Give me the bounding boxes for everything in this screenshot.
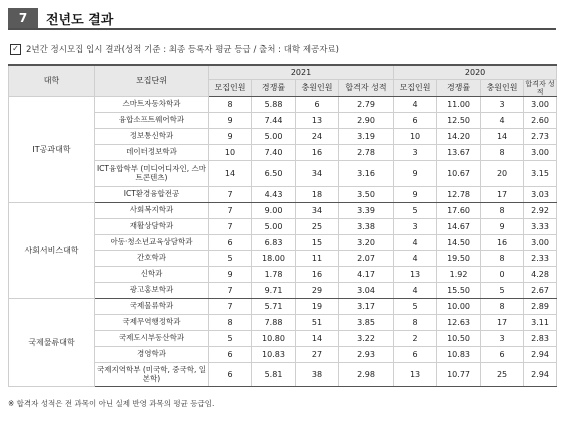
quota-2021-cell: 6: [209, 363, 252, 387]
quota-2021-cell: 9: [209, 129, 252, 145]
grade-2020-cell: 2.67: [524, 283, 557, 299]
quota-2020-cell: 4: [394, 235, 437, 251]
quota-2020-cell: 10: [394, 129, 437, 145]
grade-2021-cell: 2.93: [339, 347, 394, 363]
grade-2020-cell: 3.15: [524, 161, 557, 187]
extra-2021-cell: 34: [296, 203, 339, 219]
ratio-2021-cell: 5.00: [252, 129, 296, 145]
ratio-2020-cell: 13.67: [437, 145, 481, 161]
grade-2021-cell: 2.07: [339, 251, 394, 267]
quota-2021-cell: 6: [209, 235, 252, 251]
section-header: [8, 8, 556, 30]
ratio-2021-cell: 10.80: [252, 331, 296, 347]
grade-2021-cell: 3.85: [339, 315, 394, 331]
extra-2020-cell: 8: [481, 203, 524, 219]
extra-2020-cell: 17: [481, 315, 524, 331]
ratio-2021-cell: 1.78: [252, 267, 296, 283]
extra-2021-cell: 11: [296, 251, 339, 267]
ratio-2020-cell: 11.00: [437, 97, 481, 113]
college-name-cell: IT공과대학: [9, 97, 95, 203]
quota-2020-cell: 2: [394, 331, 437, 347]
quota-2021-cell: 9: [209, 267, 252, 283]
extra-2021-cell: 16: [296, 145, 339, 161]
grade-2021-cell: 3.16: [339, 161, 394, 187]
ratio-2021-cell: 6.50: [252, 161, 296, 187]
grade-2021-cell: 3.17: [339, 299, 394, 315]
extra-2021-cell: 51: [296, 315, 339, 331]
ratio-2020-cell: 17.60: [437, 203, 481, 219]
extra-2021-cell: 24: [296, 129, 339, 145]
extra-2020-cell: 9: [481, 219, 524, 235]
department-cell: 아동·청소년교육상담학과: [95, 235, 209, 251]
department-cell: 재활상담학과: [95, 219, 209, 235]
extra-2020-cell: 17: [481, 187, 524, 203]
extra-2020-cell: 25: [481, 363, 524, 387]
extra-2021-cell: 27: [296, 347, 339, 363]
quota-2020-cell: 4: [394, 251, 437, 267]
grade-2020-cell: 2.94: [524, 347, 557, 363]
extra-2021-cell: 13: [296, 113, 339, 129]
department-cell: 신학과: [95, 267, 209, 283]
grade-2021-cell: 2.79: [339, 97, 394, 113]
department-cell: 경영학과: [95, 347, 209, 363]
ratio-2021-cell: 9.00: [252, 203, 296, 219]
grade-2021-cell: 3.22: [339, 331, 394, 347]
grade-2020-cell: 2.33: [524, 251, 557, 267]
department-cell: 간호학과: [95, 251, 209, 267]
ratio-2020-cell: 10.67: [437, 161, 481, 187]
department-cell: 데이터정보학과: [95, 145, 209, 161]
department-cell: 광고홍보학과: [95, 283, 209, 299]
quota-2021-cell: 7: [209, 187, 252, 203]
ratio-2020-cell: 12.63: [437, 315, 481, 331]
table-row: [9, 97, 557, 113]
ratio-2021-cell: 9.71: [252, 283, 296, 299]
quota-2021-cell: 9: [209, 113, 252, 129]
college-name-cell: 사회서비스대학: [9, 203, 95, 299]
ratio-2021-cell: 5.71: [252, 299, 296, 315]
extra-2021-cell: 15: [296, 235, 339, 251]
grade-2021-cell: 3.38: [339, 219, 394, 235]
ratio-2020-cell: 19.50: [437, 251, 481, 267]
ratio-2020-cell: 12.50: [437, 113, 481, 129]
quota-2021-cell: 7: [209, 299, 252, 315]
quota-2020-cell: 13: [394, 363, 437, 387]
extra-2020-cell: 20: [481, 161, 524, 187]
extra-2020-cell: 8: [481, 145, 524, 161]
ratio-2020-cell: 10.50: [437, 331, 481, 347]
grade-2020-cell: 2.83: [524, 331, 557, 347]
quota-2021-cell: 5: [209, 331, 252, 347]
col-header-quota-2021: 모집인원: [209, 80, 252, 97]
col-header-unit: 모집단위: [95, 65, 209, 97]
extra-2021-cell: 34: [296, 161, 339, 187]
grade-2020-cell: 3.00: [524, 235, 557, 251]
extra-2020-cell: 5: [481, 283, 524, 299]
grade-2020-cell: 3.00: [524, 145, 557, 161]
extra-2021-cell: 29: [296, 283, 339, 299]
extra-2021-cell: 14: [296, 331, 339, 347]
extra-2020-cell: 3: [481, 331, 524, 347]
quota-2020-cell: 4: [394, 97, 437, 113]
ratio-2020-cell: 14.50: [437, 235, 481, 251]
department-cell: 사회복지학과: [95, 203, 209, 219]
grade-2020-cell: 3.33: [524, 219, 557, 235]
grade-2020-cell: 2.89: [524, 299, 557, 315]
section-number-badge: 7: [8, 8, 38, 28]
col-header-extra-2020: 충원인원: [481, 80, 524, 97]
quota-2020-cell: 5: [394, 299, 437, 315]
ratio-2020-cell: 12.78: [437, 187, 481, 203]
col-header-quota-2020: 모집인원: [394, 80, 437, 97]
ratio-2021-cell: 10.83: [252, 347, 296, 363]
checkbox-icon: ✓: [10, 44, 21, 55]
grade-2020-cell: 3.03: [524, 187, 557, 203]
ratio-2021-cell: 7.40: [252, 145, 296, 161]
quota-2020-cell: 9: [394, 187, 437, 203]
caption-text: 2년간 정시모집 입시 결과(성적 기준 : 최종 등록자 평균 등급 / 출처 : 대학 제공자료): [26, 45, 340, 55]
ratio-2020-cell: 10.83: [437, 347, 481, 363]
results-table: [8, 64, 557, 387]
quota-2021-cell: 7: [209, 219, 252, 235]
col-header-ratio-2020: 경쟁률: [437, 80, 481, 97]
quota-2021-cell: 5: [209, 251, 252, 267]
ratio-2021-cell: 5.00: [252, 219, 296, 235]
grade-2020-cell: 3.11: [524, 315, 557, 331]
quota-2020-cell: 6: [394, 347, 437, 363]
department-cell: 스마트자동차학과: [95, 97, 209, 113]
extra-2020-cell: 3: [481, 97, 524, 113]
grade-2020-cell: 3.00: [524, 97, 557, 113]
quota-2021-cell: 8: [209, 97, 252, 113]
quota-2021-cell: 10: [209, 145, 252, 161]
extra-2021-cell: 6: [296, 97, 339, 113]
col-header-univ: 대학: [9, 65, 95, 97]
extra-2021-cell: 18: [296, 187, 339, 203]
ratio-2021-cell: 7.88: [252, 315, 296, 331]
quota-2021-cell: 7: [209, 283, 252, 299]
department-cell: 국제지역학부 (미국학, 중국학, 일본학): [95, 363, 209, 387]
section-title: 전년도 결과: [46, 12, 114, 28]
ratio-2020-cell: 10.77: [437, 363, 481, 387]
department-cell: 국제도시부동산학과: [95, 331, 209, 347]
grade-2020-cell: 4.28: [524, 267, 557, 283]
table-header: [9, 65, 557, 97]
extra-2021-cell: 16: [296, 267, 339, 283]
quota-2020-cell: 6: [394, 113, 437, 129]
ratio-2020-cell: 1.92: [437, 267, 481, 283]
grade-2021-cell: 3.50: [339, 187, 394, 203]
quota-2020-cell: 5: [394, 203, 437, 219]
quota-2020-cell: 8: [394, 315, 437, 331]
ratio-2021-cell: 7.44: [252, 113, 296, 129]
table-caption: [10, 42, 339, 56]
ratio-2021-cell: 5.81: [252, 363, 296, 387]
quota-2020-cell: 3: [394, 219, 437, 235]
ratio-2020-cell: 14.20: [437, 129, 481, 145]
ratio-2021-cell: 5.88: [252, 97, 296, 113]
col-header-2021: 2021: [209, 65, 394, 80]
quota-2021-cell: 8: [209, 315, 252, 331]
extra-2020-cell: 0: [481, 267, 524, 283]
department-cell: ICT환경융합전공: [95, 187, 209, 203]
grade-2020-cell: 2.92: [524, 203, 557, 219]
extra-2020-cell: 14: [481, 129, 524, 145]
quota-2021-cell: 6: [209, 347, 252, 363]
table-row: [9, 203, 557, 219]
col-header-grade-2020: 합격자 성적: [525, 80, 555, 97]
extra-2020-cell: 16: [481, 235, 524, 251]
table-row: [9, 299, 557, 315]
ratio-2021-cell: 6.83: [252, 235, 296, 251]
quota-2020-cell: 3: [394, 145, 437, 161]
extra-2021-cell: 19: [296, 299, 339, 315]
grade-2021-cell: 2.90: [339, 113, 394, 129]
ratio-2021-cell: 4.43: [252, 187, 296, 203]
quota-2020-cell: 4: [394, 283, 437, 299]
grade-2021-cell: 2.78: [339, 145, 394, 161]
grade-2021-cell: 3.39: [339, 203, 394, 219]
extra-2020-cell: 8: [481, 299, 524, 315]
grade-2021-cell: 3.04: [339, 283, 394, 299]
grade-2021-cell: 3.20: [339, 235, 394, 251]
ratio-2020-cell: 15.50: [437, 283, 481, 299]
extra-2020-cell: 4: [481, 113, 524, 129]
quota-2021-cell: 7: [209, 203, 252, 219]
college-name-cell: 국제물류대학: [9, 299, 95, 387]
ratio-2021-cell: 18.00: [252, 251, 296, 267]
col-header-ratio-2021: 경쟁률: [252, 80, 296, 97]
grade-2020-cell: 2.94: [524, 363, 557, 387]
grade-2020-cell: 2.60: [524, 113, 557, 129]
department-cell: 융합소프트웨어학과: [95, 113, 209, 129]
department-cell: ICT융합학부 (미디어디자인, 스마트콘텐츠): [95, 161, 209, 187]
department-cell: 국제물류학과: [95, 299, 209, 315]
department-cell: 국제무역행정학과: [95, 315, 209, 331]
quota-2020-cell: 9: [394, 161, 437, 187]
ratio-2020-cell: 14.67: [437, 219, 481, 235]
grade-2021-cell: 4.17: [339, 267, 394, 283]
col-header-grade-2021: 합격자 성적: [339, 80, 394, 97]
footnote: ※ 합격자 성적은 전 과목이 아닌 실제 반영 과목의 평균 등급임.: [8, 399, 215, 408]
quota-2021-cell: 14: [209, 161, 252, 187]
extra-2021-cell: 38: [296, 363, 339, 387]
grade-2021-cell: 3.19: [339, 129, 394, 145]
grade-2020-cell: 2.73: [524, 129, 557, 145]
ratio-2020-cell: 10.00: [437, 299, 481, 315]
department-cell: 정보통신학과: [95, 129, 209, 145]
grade-2021-cell: 2.98: [339, 363, 394, 387]
extra-2020-cell: 6: [481, 347, 524, 363]
col-header-extra-2021: 충원인원: [296, 80, 339, 97]
col-header-2020: 2020: [394, 65, 557, 80]
quota-2020-cell: 13: [394, 267, 437, 283]
extra-2021-cell: 25: [296, 219, 339, 235]
extra-2020-cell: 8: [481, 251, 524, 267]
table-body: [9, 97, 557, 387]
